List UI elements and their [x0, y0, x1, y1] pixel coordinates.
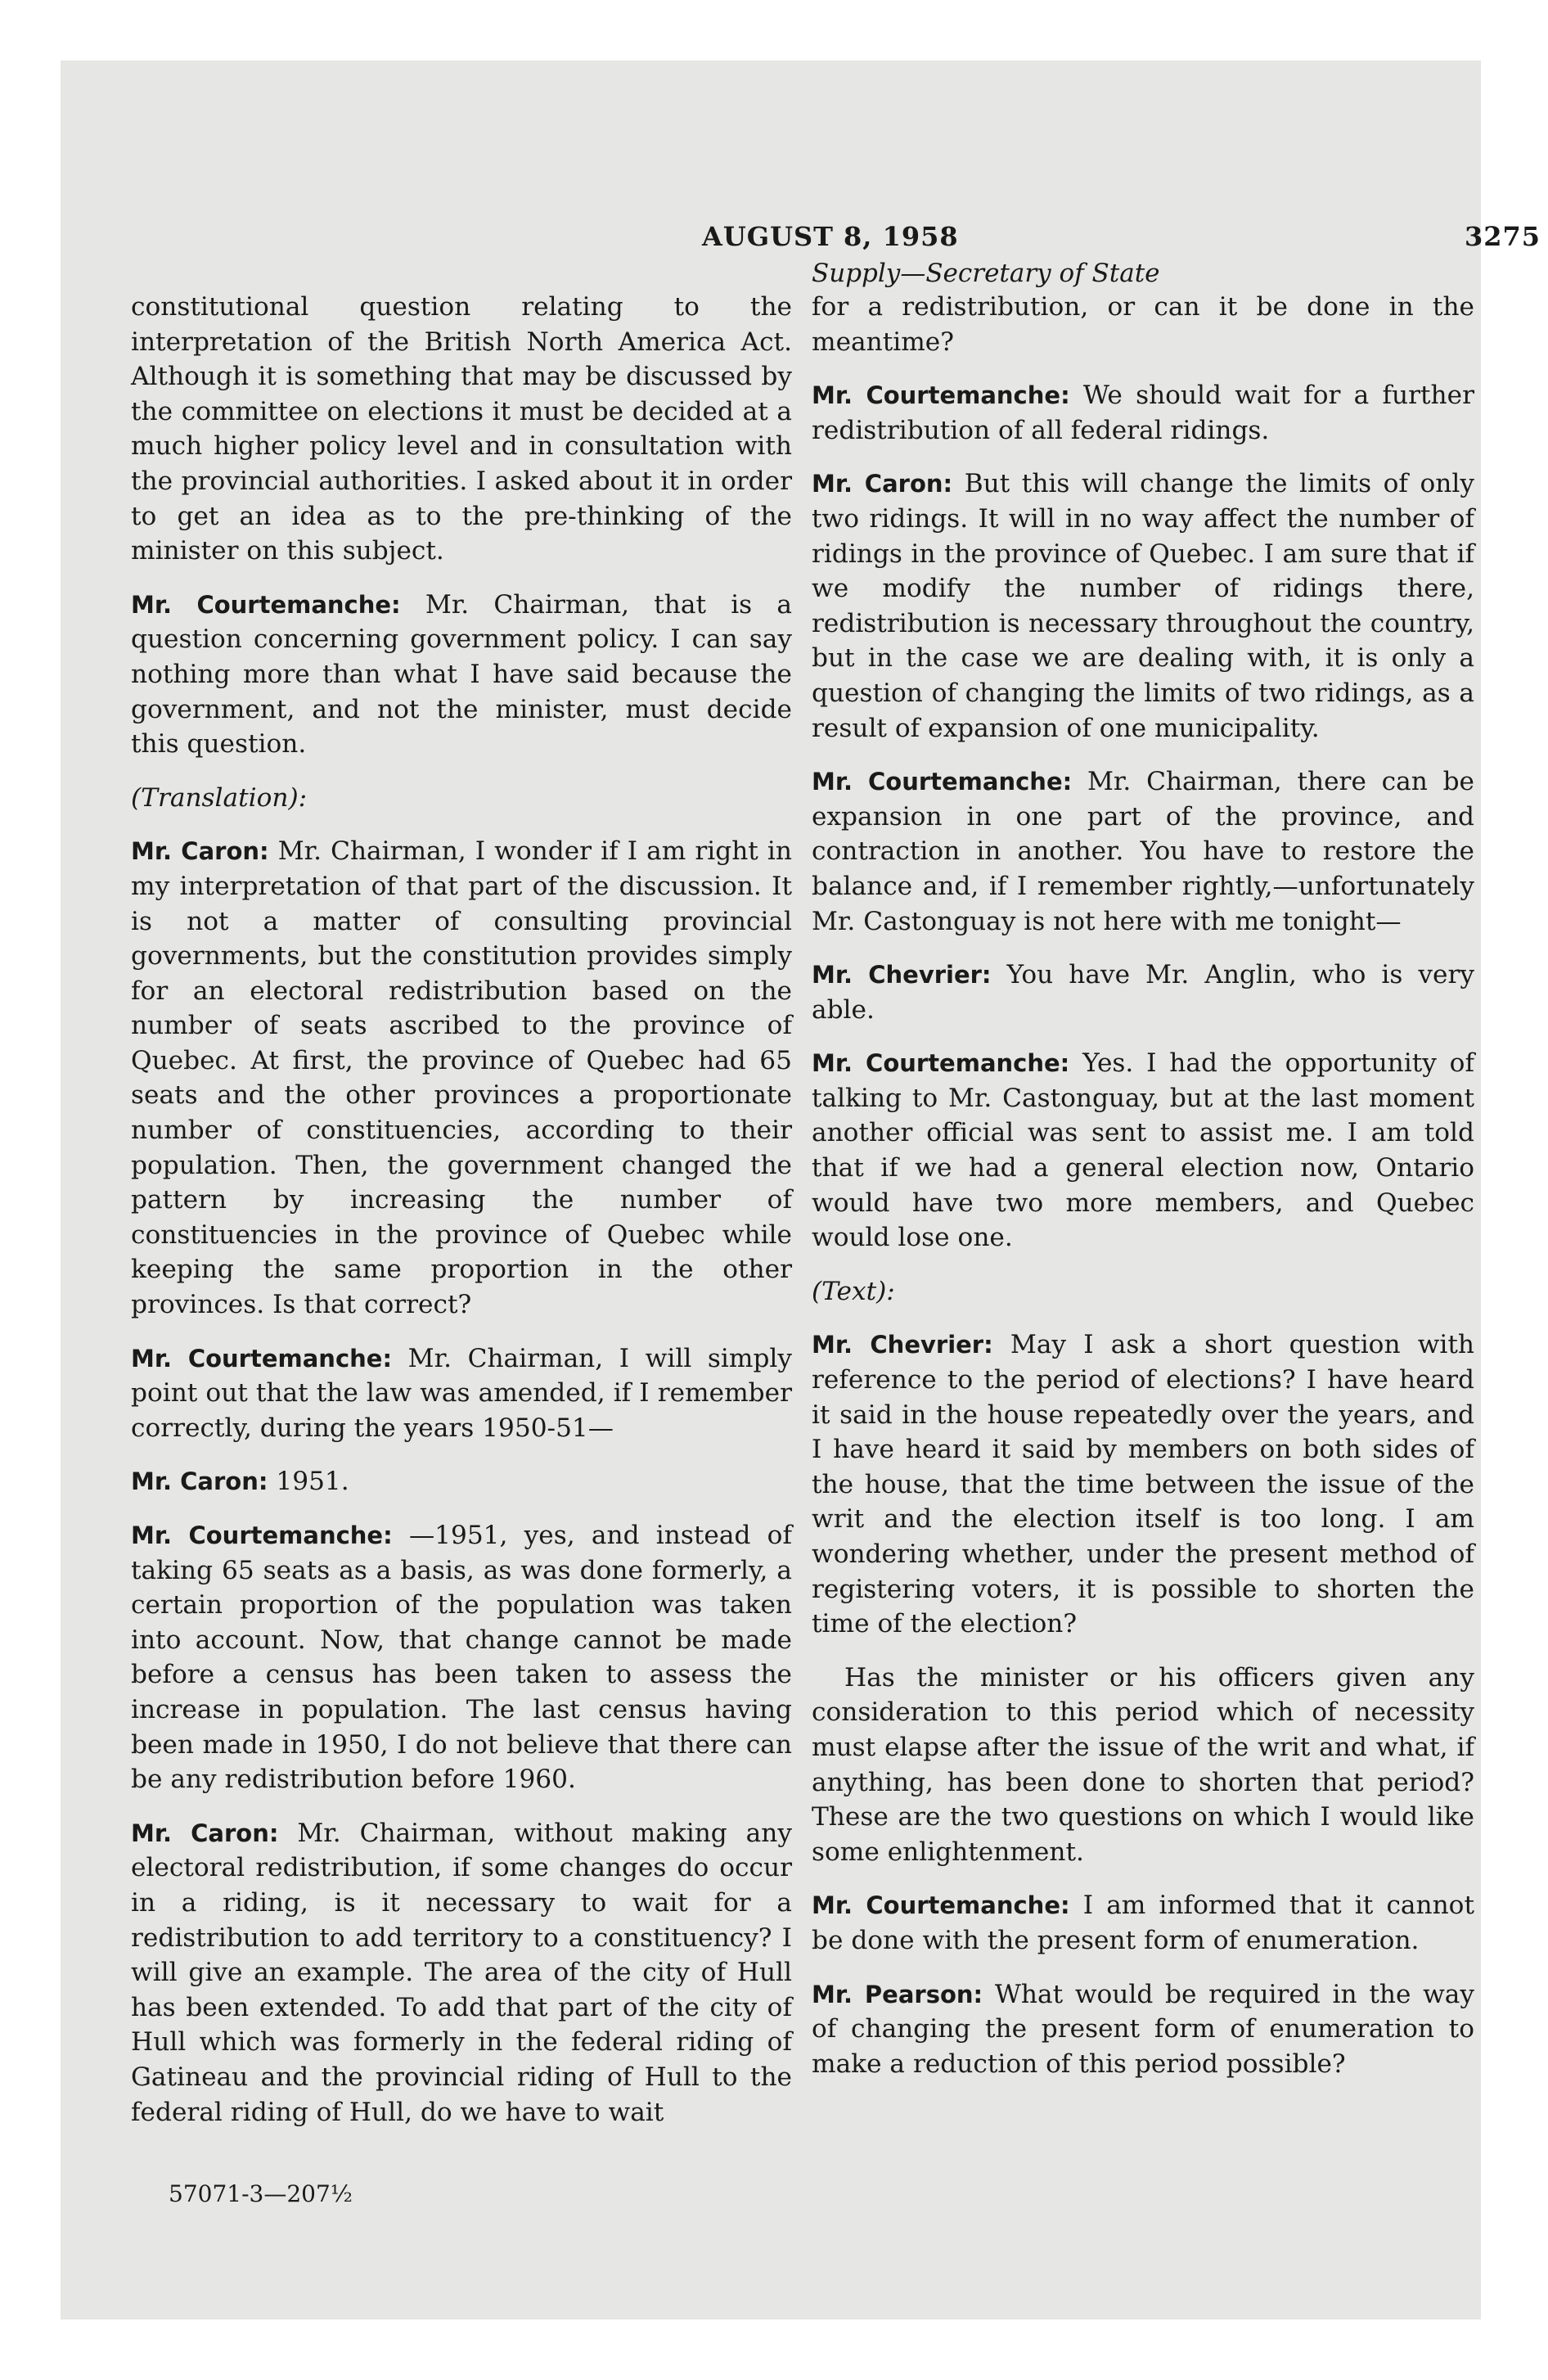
paragraph	[131, 290, 792, 569]
paragraph-text: for a redistribution, or can it be done in the meantime?	[812, 292, 1474, 357]
speaker-name: Mr. Chevrier:	[812, 1331, 993, 1359]
paragraph-text: I am informed that it cannot be done with the present form of enumeration.	[812, 1891, 1474, 1955]
paragraph-text: —1951, yes, and instead of taking 65 seats as a basis, as was done formerly, a certain proportion of the population was taken into account. Now, that change cannot be made before a census has been taken to assess the increase in population. The last census having been made in 1950, I do not believe that there can be any redistribution before 1960.	[131, 1521, 792, 1795]
speaker-name: Mr. Courtemanche:	[131, 1344, 393, 1373]
speaker-name: Mr. Chevrier:	[812, 961, 992, 989]
speaker-name: Mr. Pearson:	[812, 1980, 983, 2008]
paragraph-text: 1951.	[276, 1467, 349, 1497]
paragraph	[131, 588, 792, 762]
paragraph-text: Mr. Chairman, that is a question concerning government policy. I can say nothing more than what I have said because the government, and not the minister, must decide this question.	[131, 589, 792, 760]
paragraph-text: Has the minister or his officers given any consideration to this period which of necessity must elapse after the issue of the writ and what, if anything, has been done to shorten that period? These are the two questions on which I would like some enlightenment.	[812, 1662, 1474, 1867]
paragraph	[131, 1518, 792, 1797]
paragraph-text: Mr. Chairman, I will simply point out that the law was amended, if I remember correctly, during the years 1950-51—	[131, 1343, 793, 1443]
paragraph	[812, 378, 1474, 448]
paragraph	[812, 1327, 1474, 1641]
speaker-name: Mr. Courtemanche:	[812, 768, 1073, 796]
paragraph	[812, 290, 1474, 359]
speaker-name: Mr. Courtemanche:	[812, 1049, 1070, 1078]
paragraph-text: We should wait for a further redistribution of all federal ridings.	[812, 381, 1475, 445]
paragraph-text: You have Mr. Anglin, who is very able.	[812, 960, 1474, 1025]
page-number: 3275	[1465, 221, 1541, 252]
paragraph	[812, 1977, 1474, 2082]
paragraph-text: What would be required in the way of changing the present form of enumeration to make a reduction of this period possible?	[812, 1979, 1475, 2079]
paragraph-text: Mr. Chairman, without making any electoral redistribution, if some changes do occur in a riding, is it necessary to wait for a redistribution to add territory to a constituency? I will give an example. The area of the city of Hull has been extended. To add that part of the city of Hull which was formerly in the federal riding of Gatineau and the provincial riding of Hull to the federal riding of Hull, do we have to wait	[131, 1818, 792, 2127]
page-subtitle: Supply—Secretary of State	[812, 259, 1160, 288]
paragraph-text: May I ask a short question with reference to the period of elections? I have heard it said in the house repeatedly over the years, and I have heard it said by members on both sides of the house, that the time between the issue of the writ and the election itself is too long. I am wondering whether, under the present method of registering voters, it is possible to shorten the time of the election?	[812, 1330, 1474, 1639]
speaker-name: Mr. Courtemanche:	[131, 590, 401, 619]
left-column	[131, 290, 792, 2148]
paragraph-text: constitutional question relating to the interpretation of the British North America Act. Although it is something that may be discussed by the committee on elections it must be decided at a much higher policy level and in consultation with the provincial authorities. I asked about it in order to get an idea as to the pre-thinking of the minister on this subject.	[131, 292, 792, 566]
speaker-name: Mr. Courtemanche:	[812, 1891, 1070, 1920]
speaker-name: Mr. Courtemanche:	[131, 1521, 393, 1549]
paragraph	[131, 1341, 792, 1446]
paragraph	[812, 958, 1474, 1027]
page-date: AUGUST 8, 1958	[702, 221, 959, 252]
language-marker: (Text):	[812, 1276, 895, 1306]
paragraph-text: But this will change the limits of only two ridings. It will in no way affect the number of ridings in the province of Quebec. I am sure that if we modify the number of ridings there, redistribution is necessary throughout the country, but in the case we are dealing with, it is only a question of changing the limits of two ridings, as a result of expansion of one municipality.	[812, 469, 1474, 743]
right-column	[812, 290, 1474, 2100]
paragraph	[131, 1464, 792, 1499]
language-marker: (Translation):	[131, 782, 308, 813]
speaker-name: Mr. Caron:	[131, 837, 269, 866]
paragraph	[131, 834, 792, 1322]
paragraph	[812, 1661, 1474, 1870]
paragraph-text: Mr. Chairman, there can be expansion in one part of the province, and contraction in another. You have to restore the balance and, if I remember rightly,—unfortunately Mr. Castonguay is not here with me tonight—	[812, 767, 1474, 936]
paragraph-text: Yes. I had the opportunity of talking to Mr. Castonguay, but at the last moment another official was sent to assist me. I am told that if we had a general election now, Ontario would have two more members, and Quebec would lose one.	[812, 1048, 1475, 1253]
paragraph	[131, 1816, 792, 2130]
speaker-name: Mr. Courtemanche:	[812, 381, 1070, 410]
paragraph-text: Mr. Chairman, I wonder if I am right in my interpretation of that part of the discussion. It is not a matter of consulting provincial governments, but the constitution provides simply for an electoral redistribution based on the number of seats ascribed to the province of Quebec. At first, the province of Quebec had 65 seats and the other provinces a proportionate number of constituencies, according to their population. Then, the government changed the pattern by increasing the number of constituencies in the province of Quebec while keeping the same proportion in the other provinces. Is that correct?	[131, 836, 792, 1320]
paragraph	[812, 1046, 1474, 1255]
speaker-name: Mr. Caron:	[131, 1819, 279, 1847]
paragraph	[812, 764, 1474, 939]
speaker-name: Mr. Caron:	[131, 1467, 268, 1496]
paragraph	[812, 467, 1474, 746]
speaker-name: Mr. Caron:	[812, 470, 953, 498]
print-code: 57071-3—207½	[169, 2180, 353, 2207]
page-sheet	[61, 61, 1541, 2319]
paragraph	[812, 1888, 1474, 1958]
